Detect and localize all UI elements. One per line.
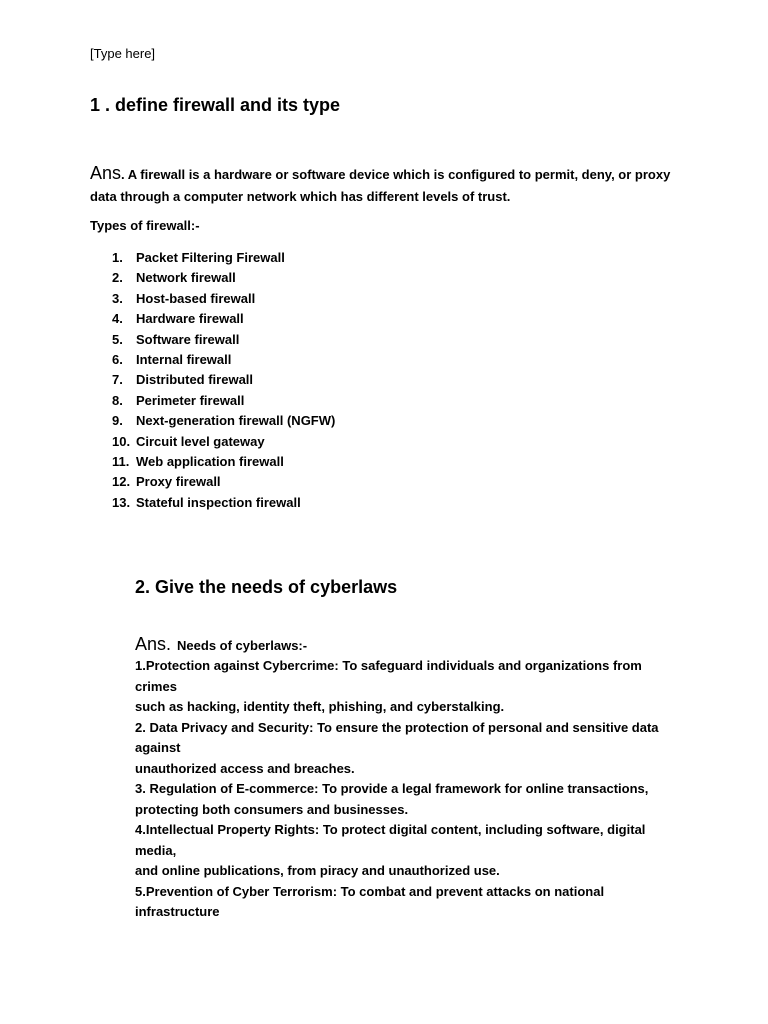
list-item-label: Stateful inspection firewall bbox=[136, 494, 301, 510]
list-item bbox=[112, 289, 335, 309]
answer-intro: Needs of cyberlaws:- bbox=[177, 638, 308, 653]
answer-line: infrastructure bbox=[135, 904, 220, 919]
list-item bbox=[112, 411, 335, 431]
types-of-firewall-label: Types of firewall:- bbox=[90, 218, 200, 233]
answer-label: Ans. bbox=[135, 634, 172, 654]
list-item-label: Network firewall bbox=[136, 270, 236, 286]
list-item bbox=[112, 330, 335, 350]
firewall-types-list bbox=[112, 248, 335, 513]
list-item bbox=[112, 370, 335, 390]
list-item-label: Circuit level gateway bbox=[136, 433, 265, 449]
list-item bbox=[112, 350, 335, 370]
question-2-title: 2. Give the needs of cyberlaws bbox=[135, 577, 398, 597]
list-item-number: 12. bbox=[112, 474, 131, 490]
header-placeholder: [Type here] bbox=[90, 46, 156, 61]
list-item-number: 2. bbox=[112, 270, 123, 286]
list-item bbox=[112, 391, 335, 411]
answer-line: and online publications, from piracy and unauthorized use. bbox=[135, 863, 500, 878]
list-item-number: 6. bbox=[112, 351, 123, 367]
answer-line: 5.Prevention of Cyber Terrorism: To combat and prevent attacks on national bbox=[135, 883, 605, 899]
answer-line: protecting both consumers and businesses. bbox=[135, 801, 409, 817]
list-item bbox=[112, 493, 335, 513]
answer-line: such as hacking, identity theft, phishing, and cyberstalking. bbox=[135, 699, 505, 714]
list-item bbox=[112, 268, 335, 288]
list-item-label: Next-generation firewall (NGFW) bbox=[136, 413, 336, 429]
list-item-number: 11. bbox=[112, 453, 130, 469]
list-item-number: 13. bbox=[112, 494, 131, 510]
list-item-number: 7. bbox=[112, 372, 123, 388]
answer-line: 2. Data Privacy and Security: To ensure the protection of personal and sensitive data bbox=[135, 719, 659, 735]
question-1-title: 1 . define firewall and its type bbox=[90, 95, 341, 115]
list-item-number: 4. bbox=[112, 311, 123, 327]
list-item-number: 8. bbox=[112, 392, 123, 408]
list-item bbox=[112, 309, 335, 329]
answer-line: media, bbox=[135, 842, 177, 858]
list-item-number: 5. bbox=[112, 331, 123, 347]
list-item-label: Proxy firewall bbox=[136, 474, 221, 490]
answer-text: . A firewall is a hardware or software device which is configured to permit, deny, or proxy data through a computer network which has different levels of trust. bbox=[90, 167, 671, 204]
list-item-number: 9. bbox=[112, 413, 123, 429]
answer-line: 4.Intellectual Property Rights: To protect digital content, including software, digital bbox=[135, 822, 646, 837]
list-item-number: 3. bbox=[112, 290, 123, 306]
list-item-label: Packet Filtering Firewall bbox=[136, 250, 285, 265]
list-item bbox=[112, 432, 335, 452]
answer-line: crimes bbox=[135, 678, 177, 694]
answer-line: 1.Protection against Cybercrime: To safeguard individuals and organizations from bbox=[135, 658, 642, 673]
answer-line: unauthorized access and breaches. bbox=[135, 760, 355, 776]
list-item-label: Software firewall bbox=[136, 331, 240, 347]
list-item-label: Perimeter firewall bbox=[136, 392, 245, 408]
list-item-label: Host-based firewall bbox=[136, 290, 256, 306]
answer-line: 3. Regulation of E-commerce: To provide a legal framework for online transactions, bbox=[135, 781, 649, 796]
answer-label: Ans bbox=[90, 163, 122, 183]
list-item-number: 10. bbox=[112, 433, 131, 449]
question-2-answer bbox=[135, 632, 675, 923]
answer-line: against bbox=[135, 740, 181, 755]
list-item-label: Distributed firewall bbox=[136, 372, 254, 388]
list-item bbox=[112, 248, 335, 268]
list-item-label: Internal firewall bbox=[136, 351, 232, 367]
answer-heading bbox=[135, 632, 675, 656]
list-item-label: Hardware firewall bbox=[136, 311, 244, 327]
list-item bbox=[112, 472, 335, 492]
question-1-answer bbox=[90, 162, 690, 208]
list-item bbox=[112, 452, 335, 472]
list-item-number: 1. bbox=[112, 250, 123, 265]
list-item-label: Web application firewall bbox=[136, 453, 284, 469]
